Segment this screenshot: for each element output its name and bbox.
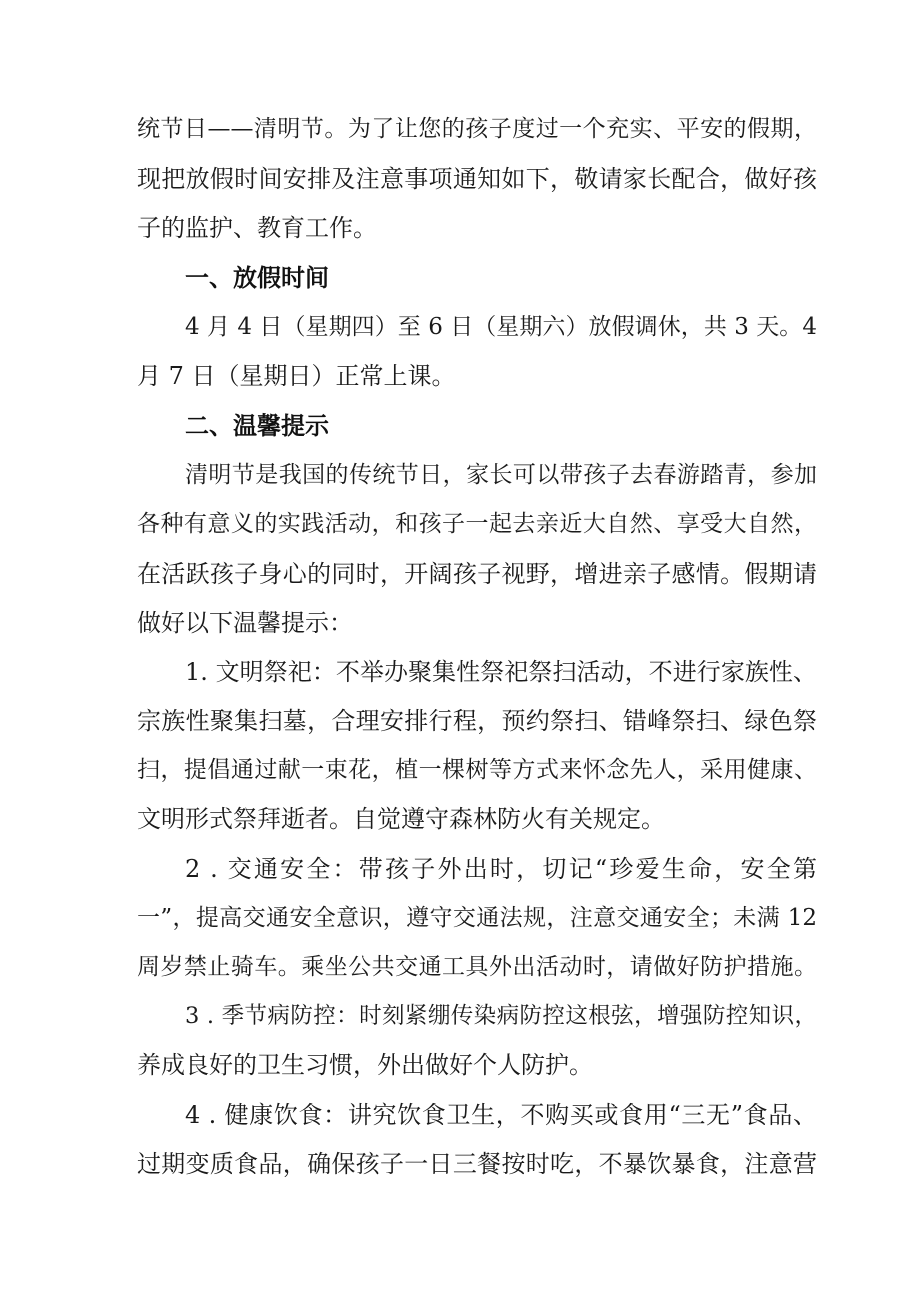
item-3-line-2: 养成良好的卫生习惯，外出做好个人防护。 [137, 1051, 593, 1079]
section-2-heading: 二、温馨提示 [185, 412, 329, 440]
item-2-line-2: 一”，提高交通安全意识，遵守交通法规，注意交通安全；未满 12 [137, 905, 817, 931]
section-2-intro-line-3: 在活跃孩子身心的同时，开阔孩子视野，增进亲子感情。假期请 [137, 560, 817, 588]
section-1-line-1: 4 月 4 日（星期四）至 6 日（星期六）放假调休，共 3 天。4 [185, 314, 817, 340]
item-1-line-4: 文明形式祭拜逝者。自觉遵守森林防火有关规定。 [137, 805, 665, 833]
item-1-line-1: 1. 文明祭祀：不举办聚集性祭祀祭扫活动，不进行家族性、 [185, 658, 817, 686]
intro-line-3: 子的监护、教育工作。 [137, 214, 377, 242]
item-4-line-1: 4 . 健康饮食：讲究饮食卫生，不购买或食用“三无”食品、 [185, 1101, 817, 1129]
section-1-heading: 一、放假时间 [185, 264, 329, 292]
item-2-line-1: 2 . 交通安全：带孩子外出时，切记“珍爱生命，安全第 [185, 855, 817, 883]
item-3-line-1: 3 . 季节病防控：时刻紧绷传染病防控这根弦，增强防控知识， [185, 1003, 817, 1029]
intro-line-1: 统节日——清明节。为了让您的孩子度过一个充实、平安的假期， [137, 116, 817, 142]
item-1-line-3: 扫，提倡通过献一束花，植一棵树等方式来怀念先人，采用健康、 [137, 757, 817, 783]
section-2-intro-line-1: 清明节是我国的传统节日，家长可以带孩子去春游踏青，参加 [185, 462, 817, 488]
intro-line-2: 现把放假时间安排及注意事项通知如下，敬请家长配合，做好孩 [137, 165, 817, 193]
item-1-line-2: 宗族性聚集扫墓，合理安排行程，预约祭扫、错峰祭扫、绿色祭 [137, 707, 817, 735]
item-4-line-2: 过期变质食品，确保孩子一日三餐按时吃，不暴饮暴食，注意营 [137, 1150, 817, 1178]
section-1-line-2: 月 7 日（星期日）正常上课。 [137, 362, 456, 390]
section-2-intro-line-4: 做好以下温馨提示： [137, 609, 353, 637]
section-2-intro-line-2: 各种有意义的实践活动，和孩子一起去亲近大自然、享受大自然， [137, 511, 817, 537]
item-2-line-3: 周岁禁止骑车。乘坐公共交通工具外出活动时，请做好防护措施。 [137, 954, 817, 980]
